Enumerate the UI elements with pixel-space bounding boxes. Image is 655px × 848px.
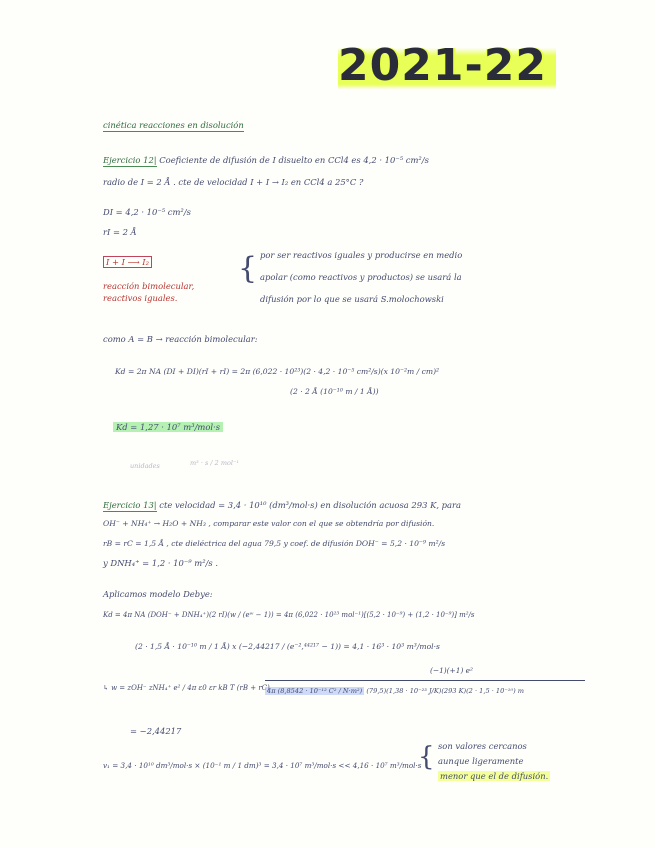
ej13-kd-formula-line1: Kd = 4π NA (DOH⁻ + DNH₄⁺)(2 rI)(w / (eʷ − 1)) = 4π (6,022 · 10²³ mol⁻¹)[(5,2 · 10⁻⁹) + (1,2 · 10⁻⁹)] m²/s (103, 611, 475, 619)
ej12-given-diffusion: DI = 4,2 · 10⁻⁵ cm²/s (103, 207, 191, 217)
faint-units-label: unidades (130, 462, 160, 470)
ej13-v1-comparison: v₁ = 3,4 · 10¹⁰ dm³/mol·s × (10⁻¹ m / 1 dm)³ = 3,4 · 10⁷ m³/mol·s << 4,16 · 10⁷ m³/mol·s (103, 761, 422, 770)
ej12-type-line1: reacción bimolecular, (103, 281, 195, 291)
ej12-kd-result: Kd = 1,27 · 10⁷ m³/mol·s (113, 422, 223, 433)
ej12-note-line3: difusión por lo que se usará S.molochowski (260, 294, 444, 304)
ej12-como-line: como A = B → reacción bimolecular: (103, 334, 258, 344)
ej12-type-line2: reactivos iguales. (103, 293, 178, 303)
ej13-statement-line3: rB = rC = 1,5 Å , cte dieléctrica del agua 79,5 y coef. de difusión DOH⁻ = 5,2 · 10⁻⁹ m²/s (103, 539, 446, 548)
section-title: cinética reacciones en disolución (103, 120, 244, 130)
ej12-note-line2: apolar (como reactivos y productos) se usará la (260, 272, 462, 282)
ej13-w-value: = −2,44217 (130, 726, 182, 736)
ej12-given-radius: rI = 2 Å (103, 227, 137, 237)
ej12-kd-formula-line2: (2 · 2 Å (10⁻¹⁰ m / 1 Å)) (290, 387, 379, 396)
ej12-statement-line2: radio de I = 2 Å . cte de velocidad I + I → I₂ en CCl4 a 25°C ? (103, 177, 364, 187)
ej13-debye-title: Aplicamos modelo Debye: (103, 589, 213, 599)
ej12-label: Ejercicio 12| (103, 155, 157, 165)
ej12-kd-formula-line1: Kd = 2π NA (DI + DI)(rI + rI) = 2π (6,022 · 10²³)(2 · 4,2 · 10⁻⁵ cm²/s)(x 10⁻²m / cm)² (115, 367, 440, 376)
ej13-w-formula: ↳ w = zOH⁻ zNH₄⁺ e² / 4π ε0 εr kB T (rB + rC) (103, 684, 270, 692)
fraction-bar (265, 680, 585, 681)
faint-units-fraction: m³ · s / 2 mol⁻¹ (190, 459, 240, 467)
curly-bracket: { (238, 251, 258, 286)
ej12-reaction: I + I ⟶ I₂ (103, 257, 152, 268)
ej13-kd-formula-line2: (2 · 1,5 Å · 10⁻¹⁰ m / 1 Å) x (−2,44217 / (e⁻²,⁴⁴²¹⁷ − 1)) = 4,1 · 16³ · 10³ m³/mol·s (135, 642, 440, 651)
curly-bracket-conclusion: { (418, 742, 435, 772)
ej13-label: Ejercicio 13| (103, 500, 157, 510)
ej13-w-numerator: (−1)(+1) e² (430, 666, 474, 675)
ej12-note-line1: por ser reactivos iguales y producirse en medio (260, 250, 463, 260)
ej13-statement-line4: y DNH₄⁺ = 1,2 · 10⁻⁹ m²/s . (103, 558, 219, 568)
ej13-w-denominator: 4π (8,8542 · 10⁻¹² C² / N·m²) (79,5)(1,38 · 10⁻²³ J/K)(293 K)(2 · 1,5 · 10⁻¹⁰) m (267, 687, 525, 695)
ej13-conclusion-line3: menor que el de difusión. (440, 771, 549, 781)
ej13-statement-line2: OH⁻ + NH₄⁺ → H₂O + NH₃ , comparar este valor con el que se obtendría por difusión. (103, 519, 435, 528)
ej13-conclusion-line1: son valores cercanos (438, 741, 527, 751)
ej13-conclusion-line2: aunque ligeramente (438, 756, 524, 766)
ej12-statement-line1: Ejercicio 12| Coeficiente de difusión de I disuelto en CCl4 es 4,2 · 10⁻⁵ cm²/s (103, 155, 429, 165)
year-heading: 2021-22 (338, 40, 556, 92)
ej13-statement-line1: Ejercicio 13| cte velocidad = 3,4 · 10¹⁰ (dm³/mol·s) en disolución acuosa 293 K, para (103, 500, 461, 510)
